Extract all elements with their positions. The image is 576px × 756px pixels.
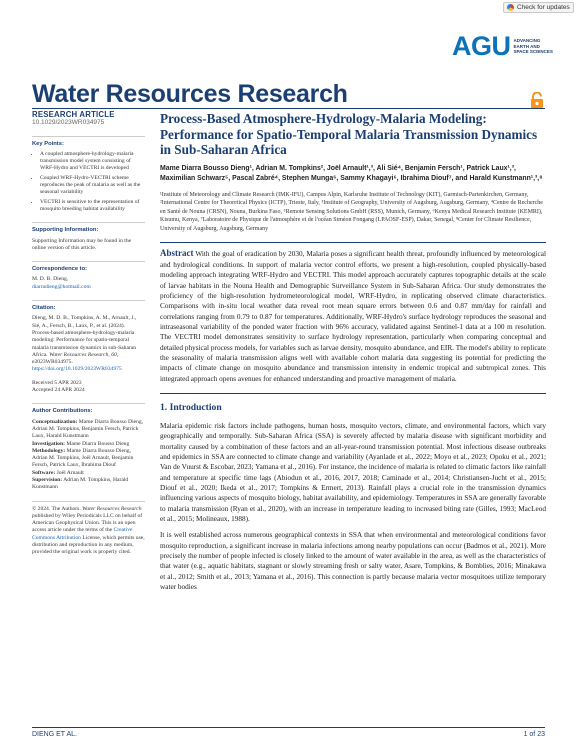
journal-title: Water Resources Research [32, 80, 348, 108]
contribution-role: Conceptualization: [32, 418, 78, 425]
agu-tagline-line: SPACE SCIENCES [513, 49, 553, 55]
abstract-text: With the goal of eradication by 2030, Malaria poses a significant health threat, profoundly influenced by meteorological and hydrological conditions. In support of malaria vector control efforts, we present a high-resolution, coupled physically-based modeling approach integrating WRF-Hydro and VECTRI. This model approach accurately captures topographic details at the scale of larvae habitats in the Nouna Health and Demographic Surveillance System in Sub-Saharan Africa. Our study demonstrates the proficiency of the high-resolution hydrometeorological model, WRF-Hydro, in replicating observed climate characteristics. Comparisons with in-situ local weather data reveal root mean square errors between 0.6 and 0.87 mm/day for rainfall and correlations ranging from 0.79 to 0.87 for temperatures. Additionally, WRF-Hydro's surface hydrology reproduces the seasonal and intraseasonal variability of the ponded water fraction with 96% accuracy, validated against Sentinel-1 data at a 100 m resolution. The VECTRI model demonstrates sensitivity to surface hydrology representation, particularly when comparing conceptual and detailed physical process models, for variables such as larvae density, mosquito abundance, and EIR. The model's ability to replicate the seasonality of malaria transmission aligns well with available cohort malaria data suggesting its potential for predicting the impacts of climate change on mosquito abundance and transmission intensity in endemic tropical and subtropical zones. This integrated approach opens avenues for enhanced understanding and proactive management of malaria. [160, 250, 546, 383]
crossmark-icon [507, 4, 514, 11]
abstract-label: Abstract [160, 248, 194, 259]
contribution-names: Joël Arnault [56, 469, 84, 476]
key-point: • A coupled atmosphere-hydrology-malaria transmission model system consisting of WRF-Hydro and VECTRI is developed [40, 151, 145, 173]
citation-doi-link[interactable]: https://doi.org/10.1029/2023WR034975 [32, 366, 122, 373]
citation-heading: Citation: [32, 305, 56, 312]
agu-logo-word: AGU [452, 31, 511, 61]
citation-body: Dieng, M. D. B., Tompkins, A. M., Arnault, J., Sié, A., Fersch, B., Laux, P., et al. (2024). Process-based atmosphere-hydrology-malaria modeling: Performance for spatio-temporal malaria transmission dynamics in sub-Saharan Africa. [32, 315, 137, 358]
author-contributions-section [32, 403, 145, 491]
license-body: This is an open access article under the terms of the [32, 520, 136, 534]
doi: 10.1029/2023WR034975 [32, 119, 105, 127]
section-heading-introduction: 1. Introduction [160, 401, 222, 413]
footer-authors: DIENG ET AL. [32, 731, 77, 738]
page-number: 1 of 23 [523, 731, 545, 738]
license-link[interactable]: Creative Commons Attribution [32, 527, 133, 541]
contribution-entry [32, 441, 145, 448]
author-contributions-heading: Author Contributions: [32, 408, 93, 415]
agu-tagline [514, 38, 553, 55]
agu-tagline-line: ADVANCING [513, 38, 541, 44]
license-publisher: published by Wiley Periodicals LLC on behalf of American Geophysical Union. [32, 512, 143, 527]
contribution-names: Mame Diarra Bousso Dieng [66, 440, 130, 447]
page-footer [32, 727, 545, 738]
abstract [160, 242, 546, 383]
correspondence-section [32, 261, 145, 291]
accepted-date: Accepted 24 APR 2024 [32, 387, 85, 394]
affiliations: ¹Institute of Meteorology and Climate Research (IMK-IFU), Campus Alpin, Karlsruhe Institute of Technology (KIT), Garmisch-Partenkirchen, Germany, ²International Centre for Theoretical Physics (ICTP), Trieste, Italy, ³Institute of Geography, University of Augsburg, Augsburg, Germany, ⁴Centre de Recherche en Santé de Nouna (CRSN), Nouna, Burkina Faso, ⁵Remote Sensing Solutions GmbH (RSS), Munich, Germany, ⁶Kenya Medical Research Institute (KEMRI), Kisumu, Kenya, ⁷Laboratoire de Physique de l'atmosphère et de l'océan Siméon Fongang (LPAOSF-ESP), Dakar, Senegal, ⁸Center for Climate Resilience, University of Augsburg, Augsburg, Germany [160, 191, 543, 232]
article-title: Process-Based Atmosphere-Hydrology-Malaria Modeling: Performance for Spatio-Temporal Malaria Transmission Dynamics in Sub-Saharan Africa [160, 111, 538, 157]
section-rule [160, 393, 546, 394]
open-access-lock-icon [530, 92, 544, 113]
check-for-updates-label: Check for updates [517, 4, 570, 11]
citation-journal: Water Resources Research, 60, [49, 351, 119, 358]
license-copyright: © 2024. The Authors. [32, 505, 81, 512]
contribution-names: Adrian M. Tompkins, Harald Kunstmann [32, 476, 129, 491]
license-section [32, 501, 145, 557]
main-content [160, 111, 546, 598]
contribution-role: Software: [32, 469, 56, 476]
citation-text [32, 315, 145, 373]
contribution-names: Mame Diarra Bousso Dieng, Adrian M. Tompkins, Benjamin Fersch, Patrick Laux, Harald Kunstmann [32, 418, 144, 440]
agu-logo [452, 31, 553, 62]
introduction-body [160, 421, 546, 593]
correspondence-heading: Correspondence to: [32, 266, 88, 273]
key-points-heading: Key Points: [32, 140, 64, 147]
key-points-section [32, 136, 145, 214]
contribution-entry [32, 470, 145, 477]
author-list: Mame Diarra Bousso Dieng¹, Adrian M. Tompkins², Joël Arnault¹,³, Ali Sié⁴, Benjamin Fersch¹, Patrick Laux¹,³, Maximilian Schwarz⁵, Pascal Zabré⁴, Stephen Munga⁶, Sammy Khagayi⁶, Ibrahima Diouf⁷, and Harald Kunstmann¹,³,⁸ [160, 164, 543, 182]
license-journal: Water Resources Research [82, 505, 142, 512]
contribution-entry [32, 419, 145, 441]
check-for-updates-button[interactable] [503, 2, 574, 13]
paragraph: Malaria epidemic risk factors include pathogens, human hosts, mosquito vectors, climate, and environmental factors, which vary geographically and temporally. Sub-Saharan Africa (SSA) is severely affected by malaria disease with significant morbidity and mortality caused by a combination of these factors and an all-year-round transmission potential. Most infectious disease outbreaks and epidemics in SSA are connected to climate change and variability (Ayanlade et al., 2022; Moyo et al., 2023; Opoku et al., 2021; Van de Vuurst & Escobar, 2023; Yamana et al., 2016). For instance, the incidence of malaria is related to climatic factors like rainfall and temperature at specific time lags (Abiodun et al., 2016, 2017, 2018; Caminade et al., 2014; Christiansen-Jucht et al., 2015; Diouf et al., 2020; Ikeda et al., 2017; Tompkins & Ermert, 2013). Rainfall plays a crucial role in the transmission dynamics influencing various aspects of mosquito biology, habitat availability, and epidemiology. Temperatures in SSA are generally favorable to malaria transmission (Ryan et al., 2020), with an increase in temperature leading to increased biting rate (Gilles, 1993; MacLeod et al., 2015; Molineaux, 1988). [160, 421, 546, 524]
contribution-entry [32, 477, 145, 492]
article-type: RESEARCH ARTICLE [32, 110, 115, 119]
key-point: • Coupled WRF-Hydro-VECTRI scheme reproduces the peak of malaria as well as the seasonal variability [40, 175, 145, 197]
contribution-role: Investigation: [32, 440, 65, 447]
supporting-info-section [32, 222, 145, 252]
contribution-names: Mame Diarra Bousso Dieng, Adrian M. Tompkins, Joël Arnault, Benjamin Fersch, Patrick Laux, Ibrahima Diouf [32, 447, 134, 469]
key-point: • VECTRI is sensitive to the representation of mosquito breeding habitat availability [40, 199, 145, 214]
supporting-info-heading: Supporting Information: [32, 227, 99, 234]
citation-id: e2023WR034975. [32, 359, 73, 366]
correspondence-name: M. D. B. Dieng, [32, 276, 69, 283]
agu-tagline-line: EARTH AND [513, 43, 540, 49]
correspondence-email-link[interactable]: diarradieng@hotmail.com [32, 283, 91, 290]
contribution-entry [32, 448, 145, 470]
supporting-info-text: Supporting Information may be found in the online version of this article. [32, 237, 132, 251]
sidebar [32, 111, 145, 557]
citation-section [32, 300, 145, 394]
contribution-role: Methodology: [32, 447, 66, 454]
license-end: License, which permits use, distribution and reproduction in any medium, provided the original work is properly cited. [32, 534, 145, 556]
contribution-role: Supervision: [32, 476, 63, 483]
header-rule [32, 108, 545, 109]
paragraph: It is well established across numerous geographical contexts in SSA that when environmental and meteorological conditions favor mosquito reproduction, a significant increase in malaria infections among nearby populations can occur (Badmos et al., 2021). More precisely the number of people infected is closely linked to the amount of water available in the area, as well as the characteristics of that water (e.g., aquatic habitats, stagnant or slowly streaming fresh or salty water, Asare, Tompkins, & Bomblies, 2016; Minakawa et al., 2012; Smith et al., 2013; Yamana et al., 2016). This connection is partly because malaria vector mosquitoes utilize temporary water bodies [160, 531, 546, 592]
received-date: Received 5 APR 2023 [32, 379, 82, 386]
